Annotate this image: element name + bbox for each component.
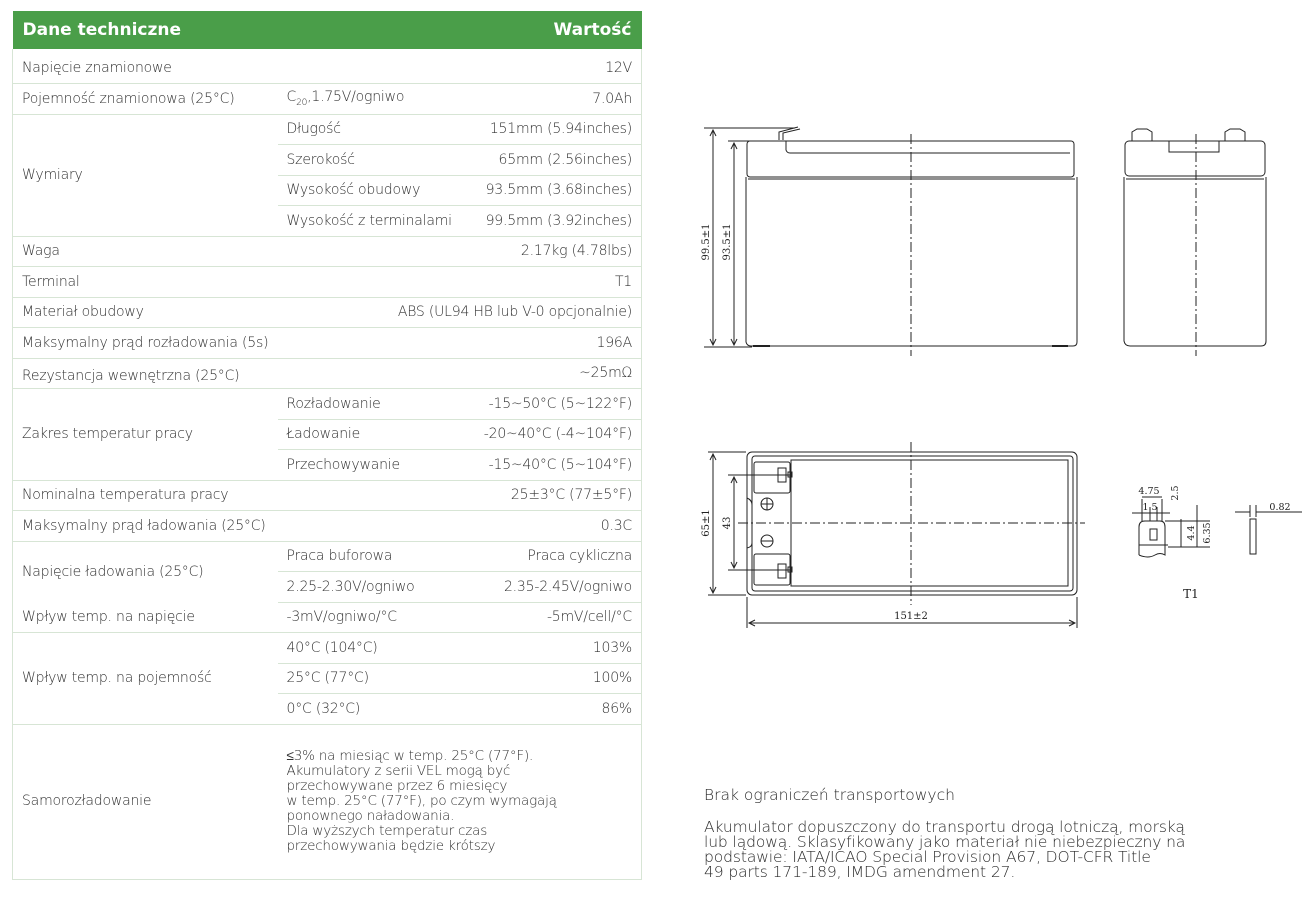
row-max-charge	[13, 511, 642, 542]
row-temp-capacity	[13, 633, 642, 664]
sub-label: Przechowywanie	[278, 450, 463, 481]
row-value: 0.3C	[463, 511, 642, 542]
row-weight	[13, 236, 642, 267]
row-label: Wpływ temp. na napięcie	[13, 602, 278, 633]
svg-text:151±2: 151±2	[894, 611, 928, 622]
sub-value: -15~40°C (5~104°F)	[463, 450, 642, 481]
row-label: Terminal	[13, 267, 278, 298]
sub-label: 40°C (104°C)	[278, 633, 463, 664]
row-nominal-temp	[13, 480, 642, 511]
row-label: Materiał obudowy	[13, 297, 278, 328]
svg-text:4.75: 4.75	[1138, 486, 1160, 497]
svg-text:93.5±1: 93.5±1	[722, 223, 733, 261]
float-value: -3mV/ogniwo/°C	[278, 602, 463, 633]
top-view-drawing	[690, 440, 1090, 630]
row-label: Maksymalny prąd ładowania (25°C)	[13, 511, 463, 542]
row-label: Nominalna temperatura pracy	[13, 480, 278, 511]
row-value: ~25mΩ	[463, 358, 642, 389]
svg-text:65±1: 65±1	[701, 509, 712, 537]
row-value: ≤3% na miesiąc w temp. 25°C (77°F). Akumulatory z serii VEL mogą być przechowywane przez 6 miesięcy w temp. 25°C (77°F), po czym wymagają ponownego naładowania. Dla wyższych temperatur czas przechowywania będzie krótszy	[278, 724, 642, 879]
svg-text:6.35: 6.35	[1202, 522, 1213, 544]
row-label: Zakres temperatur pracy	[13, 389, 278, 481]
row-condition: $C_{20},1.75V$/ogniwo	[278, 84, 463, 115]
row-label: Wpływ temp. na pojemność	[13, 633, 278, 725]
sub-label: Szerokość	[278, 145, 463, 176]
transport-title: Brak ograniczeń transportowych	[704, 786, 955, 804]
side-view-drawing	[1110, 120, 1280, 360]
row-value: 12V	[463, 53, 642, 84]
row-temp-range	[13, 389, 642, 420]
row-terminal	[13, 267, 642, 298]
sub-label: Ładowanie	[278, 419, 463, 450]
row-case-material	[13, 297, 642, 328]
row-max-discharge	[13, 328, 642, 359]
sub-value: 99.5mm (3.92inches)	[463, 206, 642, 237]
row-temp-voltage	[13, 602, 642, 633]
sub-label: 25°C (77°C)	[278, 663, 463, 694]
row-charge-voltage-modes	[13, 541, 642, 572]
row-value: 2.17kg (4.78lbs)	[463, 236, 642, 267]
svg-text:4.4: 4.4	[1186, 525, 1197, 541]
sub-label: Wysokość obudowy	[278, 175, 463, 206]
sub-value: -20~40°C (-4~104°F)	[463, 419, 642, 450]
row-nominal-voltage	[13, 53, 642, 84]
float-mode-value: 2.25-2.30V/ogniwo	[278, 572, 463, 603]
table-header	[13, 11, 642, 49]
front-view-drawing	[690, 120, 1090, 360]
row-dimensions	[13, 114, 642, 145]
sub-label: Rozładowanie	[278, 389, 463, 420]
sub-value: 86%	[463, 694, 642, 725]
row-value: 196A	[463, 328, 642, 359]
row-label: Pojemność znamionowa (25°C)	[13, 84, 278, 115]
cycle-mode-value: 2.35-2.45V/ogniwo	[463, 572, 642, 603]
sub-value: -15~50°C (5~122°F)	[463, 389, 642, 420]
terminal-label: T1	[1183, 587, 1199, 601]
row-value: T1	[463, 267, 642, 298]
transport-info	[704, 786, 1244, 880]
row-label: Samorozładowanie	[13, 724, 278, 879]
row-label: Rezystancja wewnętrzna (25°C)	[13, 358, 278, 389]
spec-table	[12, 11, 642, 880]
sub-label: 0°C (32°C)	[278, 694, 463, 725]
svg-text:0.82: 0.82	[1269, 502, 1291, 513]
row-value: 25±3°C (77±5°F)	[463, 480, 642, 511]
sub-value: 100%	[463, 663, 642, 694]
sub-value: 93.5mm (3.68inches)	[463, 175, 642, 206]
row-label: Wymiary	[13, 114, 278, 236]
row-nominal-capacity	[13, 84, 642, 115]
sub-value: 65mm (2.56inches)	[463, 145, 642, 176]
float-mode-label: Praca buforowa	[278, 541, 463, 572]
svg-text:1.5: 1.5	[1142, 502, 1158, 513]
svg-text:43: 43	[722, 516, 733, 530]
row-label: Napięcie ładowania (25°C)	[13, 541, 278, 602]
header-tech-data: Dane techniczne	[13, 11, 463, 49]
row-label: Maksymalny prąd rozładowania (5s)	[13, 328, 463, 359]
row-label: Napięcie znamionowe	[13, 53, 278, 84]
cycle-mode-label: Praca cykliczna	[463, 541, 642, 572]
header-value: Wartość	[463, 11, 642, 49]
terminal-t1-drawing	[1120, 475, 1310, 605]
row-self-discharge	[13, 724, 642, 879]
transport-body: Akumulator dopuszczony do transportu drogą lotniczą, morską lub lądową. Sklasyfikowany jako materiał nie niebezpieczny na podstawie: IATA/ICAO Special Provision A67, DOT-CFR Title 49 parts 171-189, IMDG amendment 27.	[704, 818, 1186, 881]
sub-value: 103%	[463, 633, 642, 664]
row-label: Waga	[13, 236, 278, 267]
svg-text:2.5: 2.5	[1170, 485, 1181, 501]
sub-label: Długość	[278, 114, 463, 145]
cycle-value: -5mV/cell/°C	[463, 602, 642, 633]
sub-value: 151mm (5.94inches)	[463, 114, 642, 145]
row-value: 7.0Ah	[463, 84, 642, 115]
row-value: ABS (UL94 HB lub V-0 opcjonalnie)	[278, 297, 642, 328]
row-internal-resistance	[13, 358, 642, 389]
svg-text:99.5±1: 99.5±1	[701, 223, 712, 261]
sub-label: Wysokość z terminalami	[278, 206, 463, 237]
